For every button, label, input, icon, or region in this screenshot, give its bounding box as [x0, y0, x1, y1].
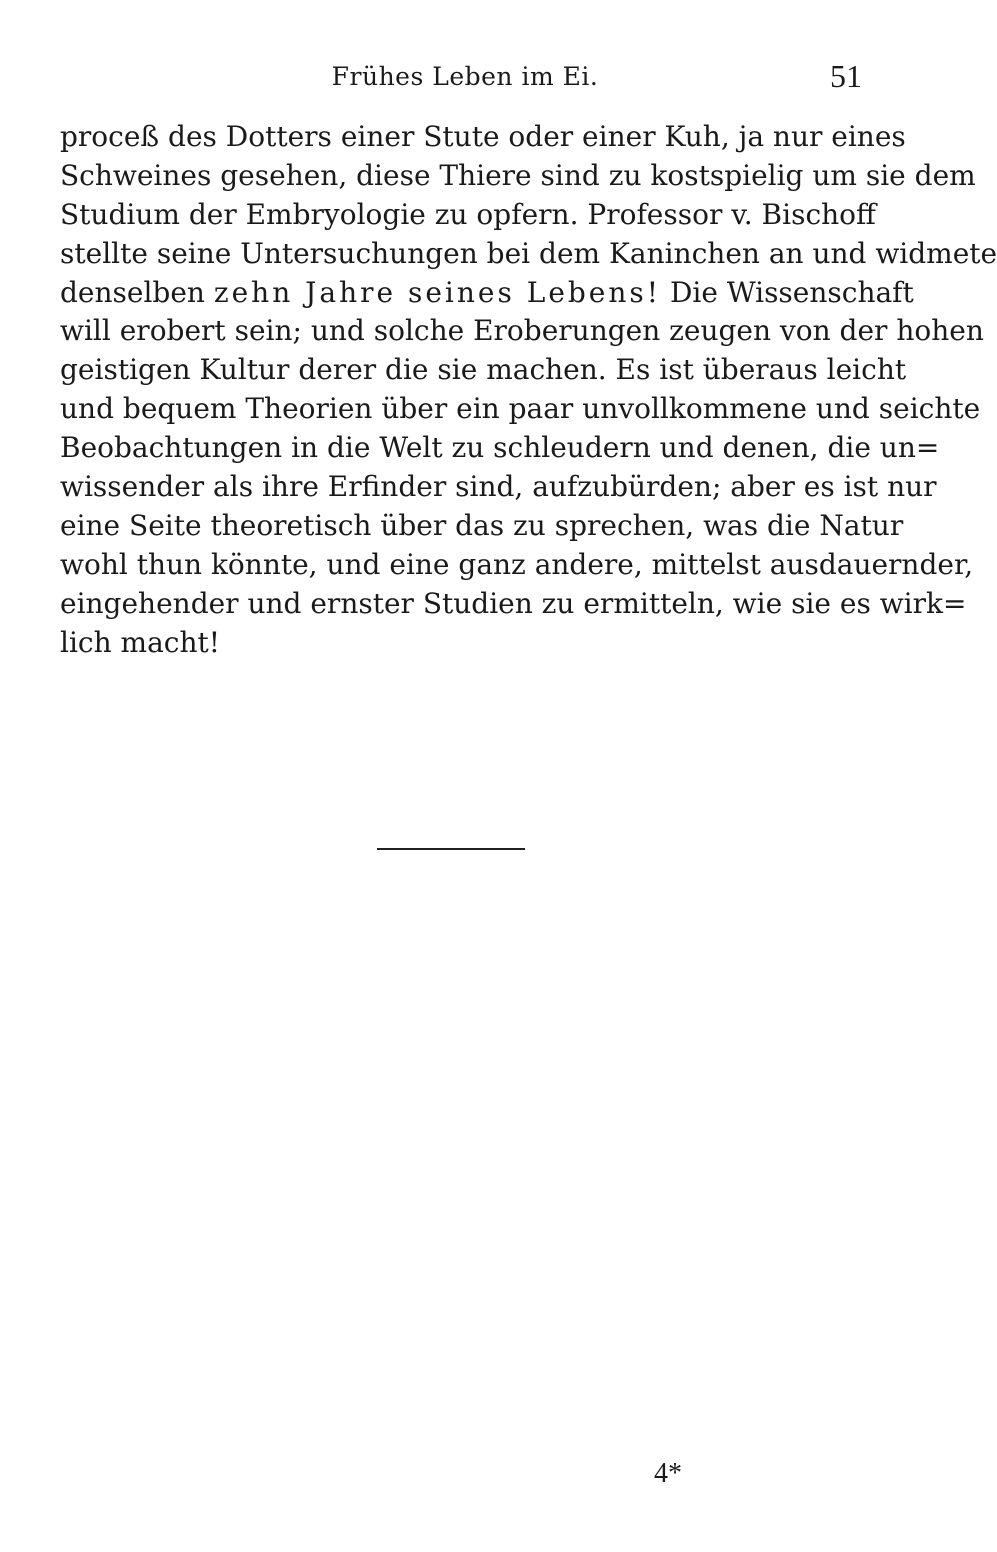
text-line: proceß des Dotters einer Stute oder einer Kuh, ja nur eines — [60, 120, 906, 153]
text-line: Schweines gesehen, diese Thiere sind zu kostspielig um sie dem — [60, 158, 976, 192]
text-line: will erobert sein; und solche Eroberungen zeugen von der hohen — [60, 314, 984, 348]
text-line: wohl thun könnte, und eine ganz andere, mittelst ausdauernder, — [60, 547, 974, 581]
text-line: eingehender und ernster Studien zu ermitteln, wie sie es wirk= — [60, 586, 967, 620]
text-line: Beobachtungen in die Welt zu schleudern und denen, die un= — [60, 431, 940, 465]
body-text — [60, 118, 997, 662]
text-line: stellte seine Untersuchungen bei dem Kaninchen an und widmete — [60, 236, 997, 270]
text-line: wissender als ihre Erfinder sind, aufzubürden; aber es ist nur — [60, 470, 937, 504]
running-title: Frühes Leben im Ei. — [331, 62, 599, 91]
section-rule — [377, 848, 525, 850]
text-line: und bequem Theorien über ein paar unvollkommene und seichte — [60, 392, 981, 426]
text-line: eine Seite theoretisch über das zu sprechen, was die Natur — [60, 508, 904, 542]
text-line: denselben zehn Jahre seines Lebens! Die Wissenschaft — [60, 275, 914, 309]
text-line: Studium der Embryologie zu opfern. Professor v. Bischoff — [60, 197, 876, 231]
text-line: geistigen Kultur derer die sie machen. Es ist überaus leicht — [60, 353, 907, 387]
page-number: 51 — [830, 58, 862, 94]
running-head — [0, 58, 930, 98]
emphasis-spaced: zehn Jahre seines Lebens! — [213, 275, 662, 309]
signature-mark: 4* — [654, 1458, 682, 1489]
text-line: lich macht! — [60, 625, 220, 659]
